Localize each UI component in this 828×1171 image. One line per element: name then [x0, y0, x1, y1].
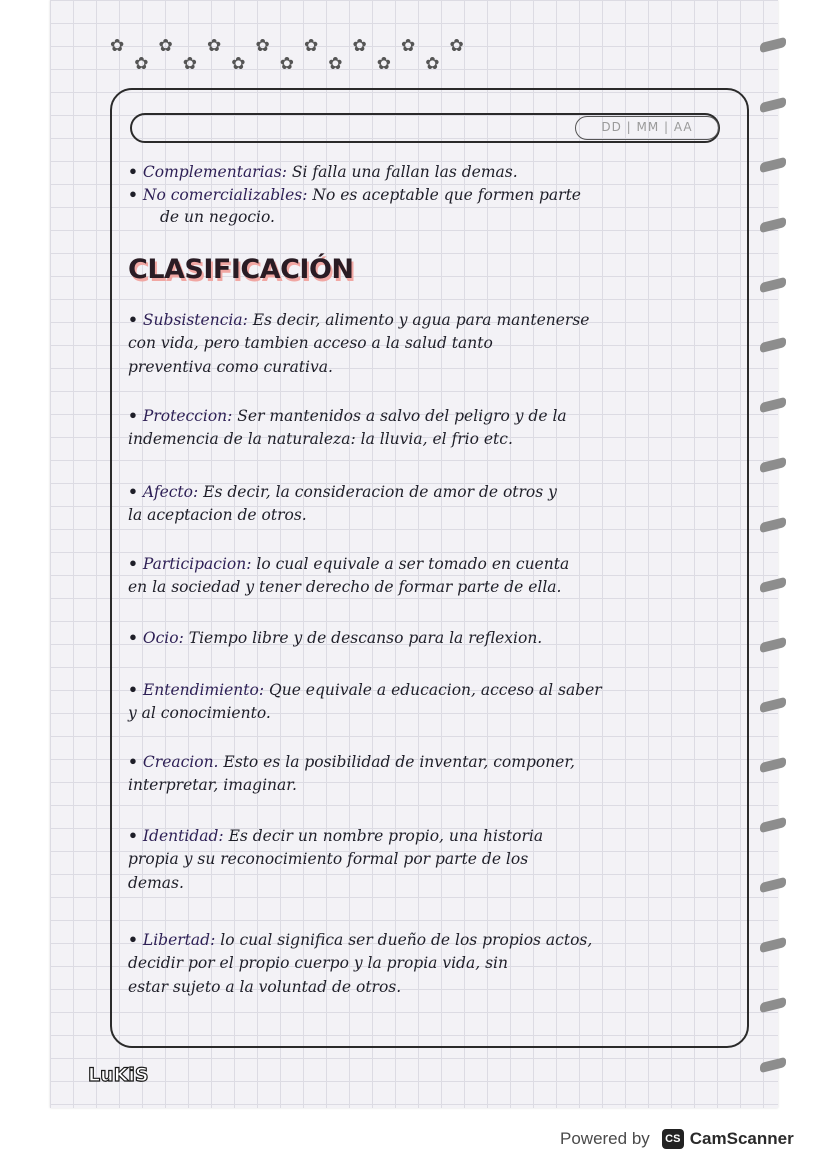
powered-by-text: Powered by [560, 1129, 650, 1148]
section-heading: CLASIFICACIÓN [128, 254, 354, 285]
item-text: Ser mantenidos a salvo del peligro y de la [237, 407, 567, 425]
flower-doodles: ✿✿✿✿✿✿✿✿✿✿✿✿✿✿✿ [110, 36, 474, 74]
date-box: DD | MM | AA [575, 116, 719, 140]
item-term: Identidad: [142, 827, 224, 845]
spiral-binding [760, 30, 820, 1090]
list-item-continuation: estar sujeto a la voluntad de otros. [128, 978, 402, 996]
item-term: Proteccion: [142, 407, 233, 425]
list-item-continuation: y al conocimiento. [128, 704, 271, 722]
list-item-continuation: con vida, pero tambien acceso a la salud tanto [128, 334, 493, 352]
list-item: • Proteccion: Ser mantenidos a salvo del peligro y de la [128, 406, 567, 425]
item-term: No comercializables: [142, 186, 308, 204]
list-item-continuation: de un negocio. [160, 208, 275, 226]
item-text: lo cual equivale a ser tomado en cuenta [256, 555, 570, 573]
list-item-continuation: decidir por el propio cuerpo y la propia vida, sin [128, 954, 508, 972]
item-text: No es aceptable que formen parte [312, 186, 581, 204]
item-term: Creacion. [142, 753, 219, 771]
list-item-continuation: preventiva como curativa. [128, 358, 333, 376]
item-term: Subsistencia: [142, 311, 248, 329]
item-term: Complementarias: [142, 163, 287, 181]
list-item: • No comercializables: No es aceptable que formen parte [128, 185, 581, 204]
item-term: Ocio: [142, 629, 184, 647]
list-item: • Ocio: Tiempo libre y de descanso para la reflexion. [128, 628, 543, 647]
list-item: • Identidad: Es decir un nombre propio, una historia [128, 826, 544, 845]
camscanner-footer [560, 1124, 794, 1154]
item-text: Que equivale a educacion, acceso al saber [269, 681, 602, 699]
list-item: • Complementarias: Si falla una fallan las demas. [128, 162, 518, 181]
item-text: Es decir, la consideracion de amor de otros y [203, 483, 557, 501]
item-term: Participacion: [142, 555, 252, 573]
author-logo: LuKiS [88, 1064, 149, 1086]
item-text: lo cual significa ser dueño de los propios actos, [220, 931, 593, 949]
list-item-continuation: demas. [128, 874, 184, 892]
item-term: Entendimiento: [142, 681, 265, 699]
list-item-continuation: la aceptacion de otros. [128, 506, 307, 524]
list-item: • Subsistencia: Es decir, alimento y agua para mantenerse [128, 310, 590, 329]
list-item-continuation: propia y su reconocimiento formal por parte de los [128, 850, 529, 868]
list-item-continuation: interpretar, imaginar. [128, 776, 297, 794]
item-text: Es decir un nombre propio, una historia [228, 827, 544, 845]
list-item: • Creacion. Esto es la posibilidad de inventar, componer, [128, 752, 575, 771]
item-term: Afecto: [142, 483, 199, 501]
camscanner-icon: CS [662, 1129, 684, 1149]
list-item: • Libertad: lo cual significa ser dueño de los propios actos, [128, 930, 593, 949]
item-term: Libertad: [142, 931, 216, 949]
list-item: • Participacion: lo cual equivale a ser tomado en cuenta [128, 554, 570, 573]
list-item-continuation: indemencia de la naturaleza: la lluvia, el frio etc. [128, 430, 513, 448]
list-item: • Entendimiento: Que equivale a educacion, acceso al saber [128, 680, 602, 699]
item-text: Si falla una fallan las demas. [291, 163, 518, 181]
item-text: Es decir, alimento y agua para mantenerse [252, 311, 590, 329]
list-item-continuation: en la sociedad y tener derecho de formar parte de ella. [128, 578, 562, 596]
list-item: • Afecto: Es decir, la consideracion de amor de otros y [128, 482, 557, 501]
item-text: Esto es la posibilidad de inventar, componer, [223, 753, 575, 771]
camscanner-brand: CamScanner [689, 1129, 794, 1148]
item-text: Tiempo libre y de descanso para la reflexion. [188, 629, 543, 647]
